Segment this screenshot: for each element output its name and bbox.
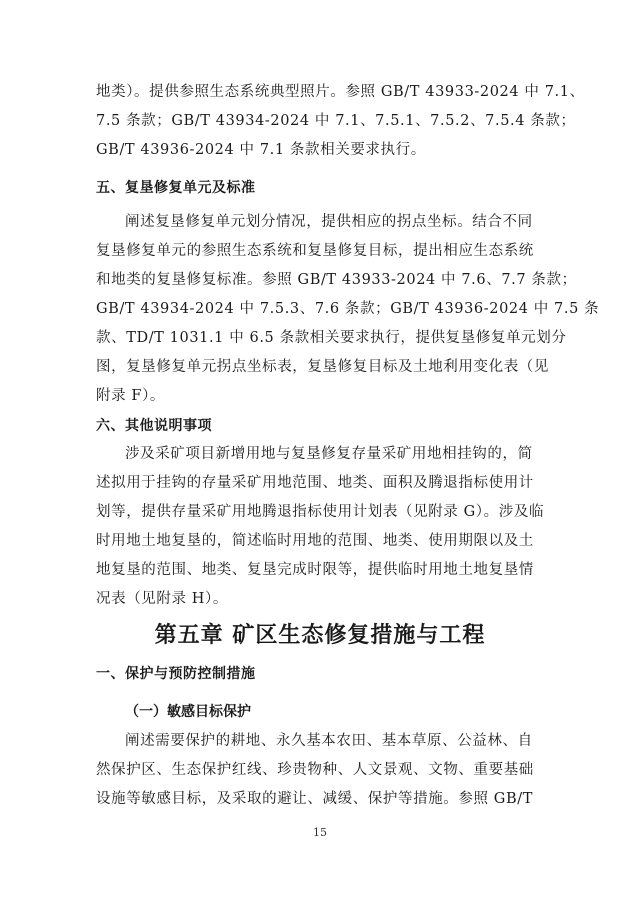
text-line: 款、TD/T 1031.1 中 6.5 条款相关要求执行，提供复垦修复单元划分 [96, 330, 567, 346]
text-line: 设施等敏感目标，及采取的避让、减缓、保护等措施。参照 GB/T [96, 791, 534, 807]
section-heading-6: 六、其他说明事项 [96, 418, 212, 434]
section-heading-1: 一、保护与预防控制措施 [96, 666, 256, 682]
text-line: 7.5 条款；GB/T 43934-2024 中 7.1、7.5.1、7.5.2、7.5.4 条款； [96, 113, 576, 129]
text-line: 划等，提供存量采矿用地腾退指标使用计划表（见附录 G）。涉及临 [96, 504, 545, 520]
text-line: 图，复垦修复单元拐点坐标表，复垦修复目标及土地利用变化表（见 [96, 359, 549, 375]
text-line: GB/T 43936-2024 中 7.1 条款相关要求执行。 [96, 142, 426, 158]
text-line: 地复垦的范围、地类、复垦完成时限等，提供临时用地土地复垦情 [96, 562, 534, 578]
subsection-heading: （一）敏感目标保护 [125, 704, 251, 720]
text-line: 况表（见附录 H）。 [96, 591, 229, 607]
chapter-title: 第五章 矿区生态修复措施与工程 [154, 623, 486, 648]
text-line: 阐述复垦修复单元划分情况，提供相应的拐点坐标。结合不同 [125, 214, 533, 230]
text-line: 时用地土地复垦的，简述临时用地的范围、地类、使用期限以及土 [96, 533, 534, 549]
text-line: 附录 F）。 [96, 388, 166, 404]
text-line: 述拟用于挂钩的存量采矿用地范围、地类、面积及腾退指标使用计 [96, 475, 534, 491]
text-line: 阐述需要保护的耕地、永久基本农田、基本草原、公益林、自 [125, 733, 533, 749]
text-line: 涉及采矿项目新增用地与复垦修复存量采矿用地相挂钩的，简 [125, 446, 533, 462]
section-heading-5: 五、复垦修复单元及标准 [96, 180, 256, 196]
text-line: 和地类的复垦修复标准。参照 GB/T 43933-2024 中 7.6、7.7 条款； [96, 272, 577, 288]
text-line: 复垦修复单元的参照生态系统和复垦修复目标，提出相应生态系统 [96, 243, 534, 259]
text-line: 然保护区、生态保护红线、珍贵物种、人文景观、文物、重要基础 [96, 762, 534, 778]
text-line: 地类）。提供参照生态系统典型照片。参照 GB/T 43933-2024 中 7.1、 [96, 84, 585, 100]
page-number: 15 [313, 826, 327, 839]
text-line: GB/T 43934-2024 中 7.5.3、7.6 条款；GB/T 43936-2024 中 7.5 条 [96, 301, 600, 317]
